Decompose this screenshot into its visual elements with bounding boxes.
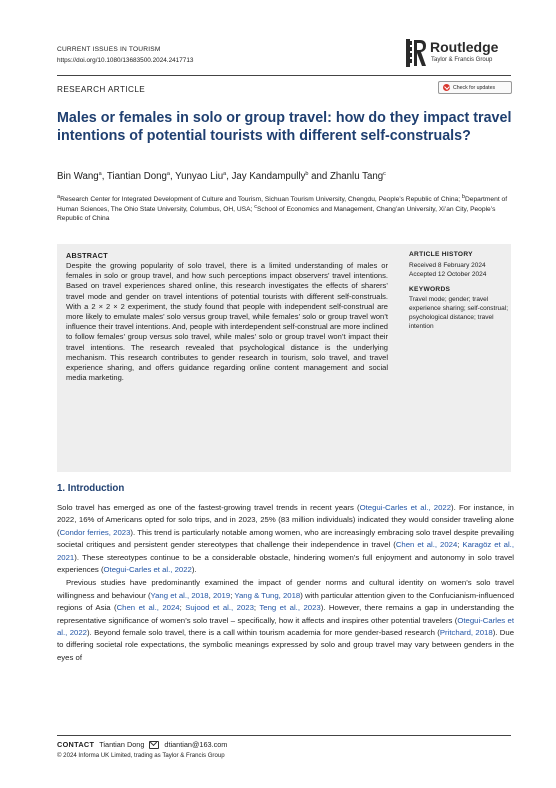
citation-link[interactable]: Chen et al., 2024 bbox=[395, 540, 458, 550]
publisher-subtitle: Taylor & Francis Group bbox=[431, 57, 493, 63]
copyright: © 2024 Informa UK Limited, trading as Taylor & Francis Group bbox=[57, 752, 225, 759]
routledge-logo-icon bbox=[405, 38, 427, 68]
affiliations: $^a$Research Center for Integrated Development of Culture and Tourism, Sichuan Tourism University, Chengdu, People’s Republic of China; $^b$Department of Human Sciences, The Ohio State University, Columbus, OH, USA; $^c$School of Economics and Management, Chang’an University, Xi’an City, People’s Republic of China bbox=[57, 193, 508, 223]
paragraph: Solo travel has emerged as one of the fastest-growing travel trends in recent years (Otegui-Carles et al., 2022). For instance, in 2022, 16% of Americans opted for solo trips, and in 2023, 25% (83 million individuals) indicated they would consider traveling alone (Condor ferries, 2023). This trend is particularly notable among women, who are increasingly embracing solo travel despite prevailing societal critiques and persistent gender stereotypes that challenge their independence in travel (Chen et al., 2024; Karagöz et al., 2021). These stereotypes continue to be a considerable obstacle, hindering women’s full enjoyment and autonomy in solo travel experiences (Otegui-Carles et al., 2022). bbox=[57, 503, 514, 575]
received-date: Received 8 February 2024 bbox=[409, 262, 486, 269]
author[interactable]: Jay Kandampully$^b$ bbox=[231, 170, 309, 182]
citation-link[interactable]: Otegui-Carles et al., 2022 bbox=[57, 615, 515, 638]
abstract-heading: ABSTRACT bbox=[66, 251, 108, 260]
accepted-date: Accepted 12 October 2024 bbox=[409, 271, 487, 278]
paragraph: Previous studies have predominantly examined the impact of gender norms and cultural identity on women’s solo travel willingness and behaviour (Yang et al., 2018, 2019; Yang & Tung, 2018) with particular attention given to the Confucianism-influenced regions of Asia (Chen et al., 2024; Sujood et al., 2023; Teng et al., 2023). However, there remains a gap in understanding the representative significance of women’s solo travel – specifically, how it affects and inspires other potential travelers (Otegui-Carles et al., 2022). Beyond female solo travel, there is a call within tourism academia for more gender-based research (Pritchard, 2018). Due to differing societal role expectations, the symbolic meanings expressed by solo and group travel may vary between genders in the eyes of bbox=[57, 578, 515, 662]
article-type: RESEARCH ARTICLE bbox=[57, 85, 146, 94]
citation-link[interactable]: Chen et al., 2024 bbox=[116, 603, 180, 613]
citation-link[interactable]: Otegui-Carles et al., 2022 bbox=[103, 565, 192, 575]
contact-email[interactable]: dtiantian@163.com bbox=[164, 740, 228, 749]
author[interactable]: Tiantian Dong$^a$ bbox=[106, 170, 170, 182]
author-list: Bin Wang$^a$, Tiantian Dong$^a$, Yunyao Liu$^a$, Jay Kandampully$^b$ and Zhanlu Tang$^c$ bbox=[57, 170, 386, 182]
contact-name: Tiantian Dong bbox=[99, 740, 145, 749]
citation-link[interactable]: Yang & Tung, 2018 bbox=[234, 590, 301, 600]
contact-label: CONTACT bbox=[57, 740, 95, 749]
citation-link[interactable]: Otegui-Carles et al., 2022 bbox=[359, 503, 452, 512]
check-updates-label: Check for updates bbox=[453, 84, 496, 91]
author[interactable]: Zhanlu Tang$^c$ bbox=[329, 170, 386, 182]
citation-link[interactable]: Yang et al., 2018 bbox=[150, 590, 209, 600]
check-updates-icon bbox=[443, 84, 450, 91]
citation-link[interactable]: Teng et al., 2023 bbox=[259, 603, 321, 613]
keywords-heading: KEYWORDS bbox=[409, 286, 451, 293]
check-updates-button[interactable] bbox=[438, 81, 512, 94]
citation-link[interactable]: Sujood et al., 2023 bbox=[185, 603, 254, 613]
contact-line bbox=[57, 740, 227, 749]
abstract-text: Despite the growing popularity of solo travel, there is a limited understanding of males or females in solo or group travel, and how such perceptions impact observers’ travel intentions. Based on travel experiences shared online, this research investigates the effects of sharers’ travel mode and gender on travel intentions of potential tourists with different self-construals. With a 2 × 2 × 2 experiment, the study found that people with independent self-construal are more likely to emulate males’ solo versus group travel, while females’ solo or group travel won’t influence their travel intentions. And, people with interdependent self-construal are more inclined to follow females’ group versus solo travel, while males’ solo or group travel won’t impact their travel intentions. The research revealed that psychological distance is the underlying mechanism. This research contributes to gender research in tourism, solo travel, and travel experience sharing, and offers guidance regarding online content management and social media marketing. bbox=[66, 261, 388, 383]
body-text bbox=[57, 502, 514, 664]
citation-link[interactable]: Condor ferries, 2023 bbox=[59, 527, 131, 537]
citation-link[interactable]: 2019 bbox=[212, 590, 231, 600]
doi-link[interactable]: https://doi.org/10.1080/13683500.2024.2417713 bbox=[57, 57, 194, 64]
section-heading: 1. Introduction bbox=[57, 483, 125, 494]
keywords-text: Travel mode; gender; travel experience sharing; self-construal; psychological distance; travel intention bbox=[409, 296, 508, 330]
publisher-logo[interactable] bbox=[405, 36, 515, 70]
author[interactable]: Bin Wang$^a$ bbox=[57, 170, 102, 182]
journal-name: CURRENT ISSUES IN TOURISM bbox=[57, 46, 161, 53]
publisher-name: Routledge bbox=[430, 39, 499, 55]
article-history-heading: ARTICLE HISTORY bbox=[409, 251, 473, 258]
article-title: Males or females in solo or group travel: how do they impact travel intentions of potential tourists with different self-construals? bbox=[57, 110, 512, 144]
email-icon bbox=[149, 741, 159, 749]
header-divider bbox=[57, 75, 511, 76]
footer-divider bbox=[57, 735, 511, 736]
citation-link[interactable]: Karagöz et al., 2021 bbox=[57, 540, 514, 562]
citation-link[interactable]: Pritchard, 2018 bbox=[439, 628, 493, 638]
author[interactable]: Yunyao Liu$^a$ bbox=[175, 170, 227, 182]
